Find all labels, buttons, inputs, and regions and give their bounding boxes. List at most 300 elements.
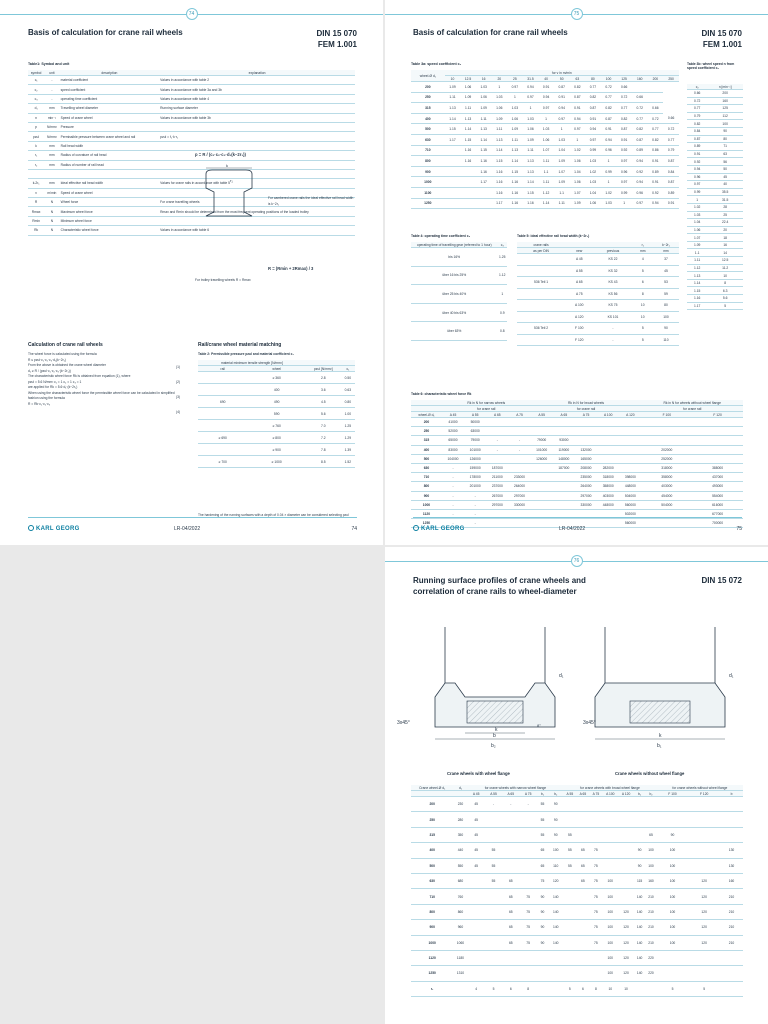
- table-cell: 1.00: [341, 408, 355, 420]
- table-cell: 1.06: [687, 226, 707, 234]
- table-cell: [618, 889, 634, 904]
- table-cell: 140: [634, 889, 645, 904]
- table-cell: 0.94: [554, 103, 570, 114]
- table-cell: [460, 198, 476, 209]
- table-cell: 400: [411, 113, 445, 124]
- table-row: [687, 112, 743, 120]
- calc-line: The characteristic wheel force Rk is obtained from equation (1), where: [28, 374, 131, 378]
- table-cell: 0.91: [616, 134, 632, 145]
- table-cell: 8: [707, 279, 743, 287]
- table-cell: [508, 418, 530, 427]
- table-cell: 5: [633, 265, 653, 277]
- table-cell: [657, 812, 689, 827]
- table-cell: 100: [645, 858, 656, 873]
- table-cell: [563, 920, 576, 935]
- table-cell: For crane travelling wheels: [159, 198, 355, 207]
- formula-pressure: p = R / (c₁·c₂·c₃·d₁(k−2r₁)): [195, 152, 246, 157]
- table-row: [28, 104, 355, 113]
- table-cell: 297000: [508, 491, 530, 500]
- table-cell: [502, 843, 519, 858]
- equation-number: (3): [176, 395, 181, 399]
- table-cell: 65: [576, 858, 589, 873]
- table-cell: ≥ 360: [248, 372, 306, 384]
- table-row: [687, 302, 743, 310]
- table-cell: bis 16%: [411, 248, 498, 267]
- table-cell: 1: [523, 103, 539, 114]
- brand-logo: [28, 525, 80, 532]
- table-row: [411, 950, 743, 965]
- calc-line: R ≤ pzul·c₁·c₂·c₃·d₁(k−2r₁): [28, 357, 66, 362]
- table-cell: 65: [502, 935, 519, 950]
- table-cell: 148000: [553, 454, 575, 463]
- table-cell: Speed of crane wheel: [60, 113, 160, 122]
- table-cell: 1.16: [507, 198, 523, 209]
- table-cell: 1.15: [523, 187, 539, 198]
- table-cell: 590: [248, 408, 306, 420]
- table-cell: [657, 950, 689, 965]
- table-cell: 1.14: [445, 113, 461, 124]
- table-cell: [468, 920, 485, 935]
- profile-without-flange-figure: [585, 627, 755, 757]
- table-cell: 0.87: [601, 113, 617, 124]
- t7-group-narrow: for crane wheels with narrow wheel flange: [468, 785, 564, 791]
- table-row: [687, 120, 743, 128]
- table-cell: [563, 966, 576, 981]
- calc-line: When using the characteristic wheel force the permissible wheel force can be calculated in simplified fashion using the formula: [28, 390, 175, 400]
- table-row: [411, 418, 743, 427]
- table-cell: 0.91: [663, 198, 679, 209]
- table-cell: 1000: [411, 177, 445, 188]
- caption-with-flange: Crane wheels with wheel flange: [447, 771, 510, 776]
- table-cell: [641, 418, 692, 427]
- column-header: 20: [491, 76, 507, 82]
- table-cell: 0.82: [601, 103, 617, 114]
- calc-line: pzul = 5.6 N/mm² c₁ = 1 c₂ = 1 c₃ = 1: [28, 379, 82, 384]
- table-cell: KS 56: [593, 288, 632, 300]
- page-title: Basis of calculation for crane rail wheels: [28, 28, 183, 37]
- table-cell: 5: [688, 981, 720, 996]
- column-header: F 120: [692, 412, 743, 418]
- table-cell: [548, 950, 563, 965]
- table-cell: [476, 198, 492, 209]
- table-cell: [548, 966, 563, 981]
- table-cell: 65: [502, 920, 519, 935]
- table-cell: [657, 797, 689, 812]
- table-cell: 55: [485, 843, 502, 858]
- table-cell: F 120: [565, 334, 593, 346]
- table-cell: -: [442, 491, 464, 500]
- table-cell: 8: [589, 981, 602, 996]
- table-cell: 65: [576, 843, 589, 858]
- table-row: [411, 285, 507, 304]
- table-cell: [485, 827, 502, 842]
- table-cell: 1000: [411, 935, 453, 950]
- table-cell: 65: [502, 873, 519, 888]
- table-cell: 1.06: [585, 198, 601, 209]
- column-header: A 65: [486, 412, 508, 418]
- table-cell: N/mm²: [44, 132, 59, 141]
- table-row: [411, 827, 743, 842]
- table-row: [411, 454, 743, 463]
- label-b1: b₁: [657, 743, 662, 749]
- table-cell: 297000: [575, 491, 597, 500]
- table-cell: [648, 92, 664, 103]
- table-cell: A 45: [565, 254, 593, 266]
- table-cell: Values for crane rails in accordance with table 5: [159, 179, 355, 188]
- table-cell: 75: [519, 889, 536, 904]
- table-row: [411, 858, 743, 873]
- table-cell: 0.82: [648, 134, 664, 145]
- table-cell: Travelling wheel diameter: [60, 104, 160, 113]
- table-cell: 860: [453, 904, 467, 919]
- table-cell: 120: [618, 950, 634, 965]
- table-cell: [502, 950, 519, 965]
- table-cell: 0.87: [687, 135, 707, 143]
- table-cell: 1.06: [538, 134, 554, 145]
- table-cell: 0.77: [601, 92, 617, 103]
- table-cell: [519, 843, 536, 858]
- table-row: [411, 812, 743, 827]
- table-cell: 1.06: [491, 103, 507, 114]
- table-cell: 1.06: [523, 124, 539, 135]
- table-cell: [618, 858, 634, 873]
- table-cell: 5: [633, 323, 653, 335]
- table-row: [687, 150, 743, 158]
- table-cell: 1.02: [585, 166, 601, 177]
- table-cell: KS 75: [593, 300, 632, 312]
- table-row: [198, 396, 355, 408]
- table-cell: 0.99: [601, 166, 617, 177]
- table-cell: -: [519, 797, 536, 812]
- table-row: [687, 241, 743, 249]
- table-cell: 75: [519, 904, 536, 919]
- table-cell: 0.89: [663, 187, 679, 198]
- t6-rail-head: for crane rail: [531, 406, 642, 412]
- table-cell: [485, 889, 502, 904]
- table-cell: 252000: [641, 454, 692, 463]
- table-cell: [589, 966, 602, 981]
- table-cell: 1.25: [341, 420, 355, 432]
- table-cell: 120: [618, 920, 634, 935]
- table-cell: speed coefficient: [60, 85, 160, 94]
- page-number: 74: [351, 526, 357, 532]
- din-label: DIN 15 070: [701, 29, 742, 38]
- table-cell: [576, 966, 589, 981]
- table-cell: [531, 463, 553, 472]
- table-cell: 159000: [464, 463, 486, 472]
- table-cell: 437000: [692, 473, 743, 482]
- table-cell: [576, 797, 589, 812]
- page-marker: 75: [571, 8, 583, 20]
- table-cell: [198, 408, 248, 420]
- column-header: 50: [554, 76, 570, 82]
- table-cell: 1.09: [570, 198, 586, 209]
- table-cell: 187000: [486, 463, 508, 472]
- column-header: 31.5: [523, 76, 539, 82]
- table-cell: 1.13: [507, 145, 523, 156]
- table-row: [411, 113, 679, 124]
- table-cell: 8: [519, 981, 536, 996]
- table-cell: 10: [633, 300, 653, 312]
- table-cell: N/mm²: [44, 122, 59, 131]
- table-cell: 100: [657, 858, 689, 873]
- table-cell: 500: [411, 454, 442, 463]
- table-cell: 1.13: [460, 113, 476, 124]
- table-cell: 0.94: [523, 82, 539, 93]
- table-cell: [597, 427, 619, 436]
- table-cell: 0.79: [687, 112, 707, 120]
- page-76: [385, 547, 768, 1024]
- table-row: [28, 226, 355, 235]
- table-cell: [502, 827, 519, 842]
- table-cell: 0.94: [632, 156, 648, 167]
- table-cell: [688, 827, 720, 842]
- table-cell: -: [442, 463, 464, 472]
- table-cell: 140: [548, 889, 563, 904]
- table-cell: 100: [657, 935, 689, 950]
- table-cell: 0.89: [687, 143, 707, 151]
- t3a-rowhead: wheel-Ø d₁: [411, 70, 445, 82]
- page-footer: [28, 523, 357, 535]
- table-cell: [720, 827, 743, 842]
- table-cell: 90: [537, 935, 548, 950]
- column-header: b₂: [645, 791, 656, 797]
- table-cell: Radius of number of rail head: [60, 160, 160, 169]
- table-row: [28, 216, 355, 225]
- table-cell: 1: [601, 156, 617, 167]
- table-cell: 22.4: [707, 219, 743, 227]
- table-cell: 160: [645, 873, 656, 888]
- table-cell: 1.03: [476, 82, 492, 93]
- table-cell: 1.11: [445, 92, 461, 103]
- table-cell: 1.14: [538, 198, 554, 209]
- table-row: [411, 966, 743, 981]
- table-row: [517, 311, 679, 323]
- calc-line: From the above is obtained the crane wheel diameter: [28, 363, 106, 367]
- table-cell: 0.94: [585, 124, 601, 135]
- profile-with-flange-figure: [395, 627, 565, 757]
- table-cell: 200: [707, 90, 743, 98]
- table-cell: 0.87: [570, 92, 586, 103]
- table-cell: [519, 966, 536, 981]
- column-header: b₁: [634, 791, 645, 797]
- table-cell: mm: [44, 104, 59, 113]
- table-cell: [563, 935, 576, 950]
- table-cell: 90: [537, 889, 548, 904]
- table-cell: [688, 812, 720, 827]
- doc-number: LR-04/2022: [559, 526, 586, 532]
- table-cell: 900: [411, 491, 442, 500]
- table-cell: [576, 935, 589, 950]
- table-cell: 18: [707, 234, 743, 242]
- table-cell: -: [464, 509, 486, 518]
- table-cell: 0.72: [632, 103, 648, 114]
- column-header: rail: [198, 366, 248, 372]
- column-header: unit: [44, 70, 59, 76]
- table-cell: [517, 300, 565, 312]
- table-row: [411, 92, 679, 103]
- table-cell: material coefficient: [60, 76, 160, 85]
- table-cell: 45: [468, 827, 485, 842]
- label-d1: d₁: [559, 673, 564, 679]
- table-cell: 0.96: [632, 187, 648, 198]
- table-cell: Values in accordance with table 3b: [159, 113, 355, 122]
- table-row: [687, 211, 743, 219]
- table-cell: -: [508, 445, 530, 454]
- table-cell: 1250: [411, 198, 445, 209]
- table-cell: 0.97: [616, 156, 632, 167]
- table-cell: 1.14: [523, 177, 539, 188]
- table-cell: d₁: [28, 104, 44, 113]
- table-cell: 1.09: [507, 124, 523, 135]
- table-cell: 1.15: [476, 145, 492, 156]
- equation-numbers: [176, 360, 180, 420]
- table-cell: 65: [537, 858, 548, 873]
- table-cell: [517, 311, 565, 323]
- table-cell: A 120: [565, 311, 593, 323]
- table-cell: 55: [537, 827, 548, 842]
- table-row: [411, 889, 743, 904]
- table-cell: 1.09: [476, 103, 492, 114]
- table-cell: [576, 920, 589, 935]
- trolley-note: For trolley travelling wheels R = Rmax: [195, 278, 251, 282]
- table-cell: 100: [602, 966, 618, 981]
- table-cell: 65: [645, 827, 656, 842]
- table-row: [411, 427, 743, 436]
- table-row: [198, 372, 355, 384]
- table-cell: 1.16: [523, 198, 539, 209]
- table-cell: 79000: [464, 436, 486, 445]
- table-cell: 0.97: [523, 92, 539, 103]
- table-cell: 28: [707, 203, 743, 211]
- table-cell: 140: [548, 920, 563, 935]
- table-cell: 1.16: [476, 156, 492, 167]
- table-cell: 0.8: [498, 322, 508, 341]
- table-cell: 280: [453, 812, 467, 827]
- table-cell: KS 101: [593, 311, 632, 323]
- table-cell: 220: [645, 966, 656, 981]
- table-row: [687, 257, 743, 265]
- table-cell: 0.91: [601, 124, 617, 135]
- table-row: [517, 254, 679, 266]
- table-cell: 130: [720, 843, 743, 858]
- table-cell: r₂: [28, 160, 44, 169]
- table-cell: über 25 bis 40%: [411, 285, 498, 304]
- table-cell: -: [442, 519, 464, 528]
- table-cell: 1.09: [445, 82, 461, 93]
- table-cell: 126000: [464, 454, 486, 463]
- table-cell: 630: [411, 134, 445, 145]
- fem-label: FEM 1.001: [317, 40, 357, 49]
- table-cell: 0.97: [616, 177, 632, 188]
- table-cell: 1.16: [491, 187, 507, 198]
- table-cell: [576, 904, 589, 919]
- table-cell: [159, 141, 355, 150]
- table-cell: 120: [688, 889, 720, 904]
- table-cell: [517, 334, 565, 346]
- label-chamfer: 3x45°: [397, 720, 410, 726]
- table-cell: 1.13: [687, 272, 707, 280]
- table-row: [411, 303, 507, 322]
- table-cell: 52000: [442, 427, 464, 436]
- table-cell: 63: [707, 150, 743, 158]
- table-cell: 0.72: [663, 124, 679, 135]
- table-cell: -: [442, 500, 464, 509]
- table-row: [687, 219, 743, 227]
- table-cell: 55: [485, 873, 502, 888]
- table-cell: über 16 bis 25%: [411, 266, 498, 285]
- table-cell: k: [28, 141, 44, 150]
- table-row: [687, 272, 743, 280]
- table-cell: 358000: [597, 482, 619, 491]
- table-row: [411, 145, 679, 156]
- table-cell: [548, 981, 563, 996]
- table-cell: 75: [519, 920, 536, 935]
- table-cell: 1.03: [491, 92, 507, 103]
- table-cell: Wheel force: [60, 198, 160, 207]
- table-cell: [485, 966, 502, 981]
- table-cell: -: [593, 334, 632, 346]
- table-cell: [44, 169, 59, 178]
- table-cell: c₃: [28, 94, 44, 103]
- column-header: A 75: [508, 412, 530, 418]
- table-cell: [575, 436, 597, 445]
- table-cell: 0.82: [585, 92, 601, 103]
- table-cell: R: [28, 198, 44, 207]
- table-cell: 187000: [553, 463, 575, 472]
- table-cell: 800: [411, 156, 445, 167]
- table-cell: 1250: [411, 966, 453, 981]
- table3b-caption: Table 3b: wheel speed n from speed coefficient c₂: [687, 62, 735, 70]
- table-row: [687, 135, 743, 143]
- table-cell: 90: [657, 827, 689, 842]
- table-cell: 1.11: [476, 113, 492, 124]
- table-row: [687, 181, 743, 189]
- table3a-speed-coefficient: [411, 70, 679, 209]
- column-header: A 120: [619, 412, 641, 418]
- table-cell: 37: [653, 254, 679, 266]
- table-cell: 800: [411, 904, 453, 919]
- column-header: 160: [632, 76, 648, 82]
- label-chamfer: 3x45°: [583, 720, 596, 726]
- table-cell: ≥ 1000: [248, 456, 306, 468]
- table-row: [411, 248, 507, 267]
- table-row: [411, 156, 679, 167]
- table-cell: [537, 950, 548, 965]
- table-cell: 0.91: [538, 82, 554, 93]
- table-row: [411, 904, 743, 919]
- table-cell: 0.91: [687, 150, 707, 158]
- table-cell: 536 Teil 1: [517, 277, 565, 289]
- table-cell: [563, 873, 576, 888]
- table-row: [411, 198, 679, 209]
- table-cell: 20: [707, 226, 743, 234]
- column-header: 40: [538, 76, 554, 82]
- column-header: new: [565, 248, 593, 254]
- table-cell: 165000: [575, 454, 597, 463]
- table-cell: [692, 445, 743, 454]
- table-cell: 16: [707, 241, 743, 249]
- table-cell: 677000: [692, 509, 743, 518]
- table-cell: 1.15: [460, 134, 476, 145]
- table-cell: 560000: [619, 519, 641, 528]
- table-cell: 0.97: [585, 134, 601, 145]
- table-cell: 1.02: [570, 145, 586, 156]
- t6-rail-head: for crane rail: [641, 406, 743, 412]
- column-header: F 100: [657, 791, 689, 797]
- table-cell: 0.97: [632, 198, 648, 209]
- brand-logo: [413, 525, 465, 532]
